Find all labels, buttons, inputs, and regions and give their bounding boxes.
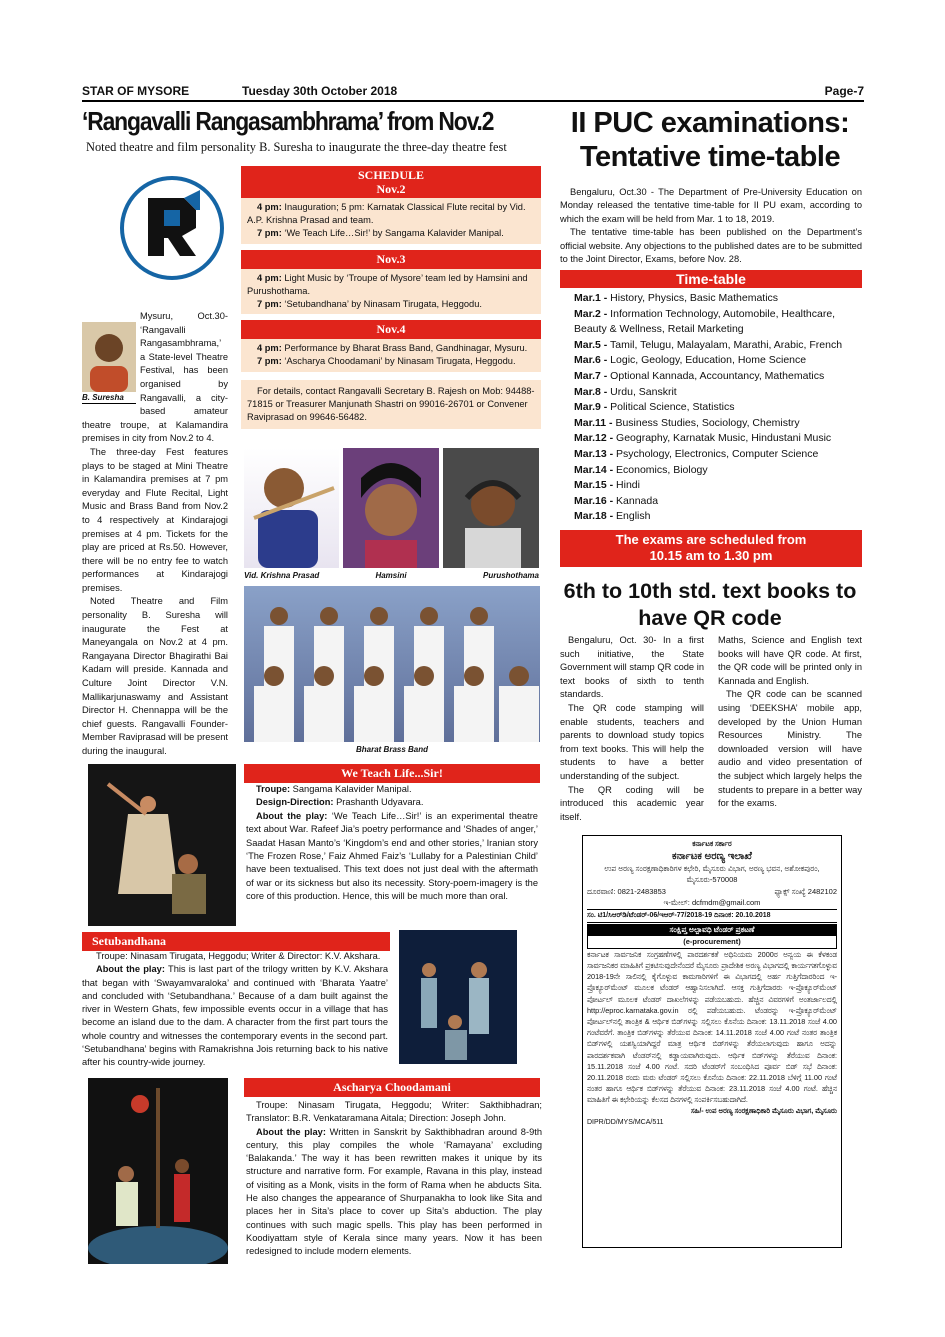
- exam-timing: The exams are scheduled from 10.15 am to 1.30 pm: [560, 530, 862, 567]
- schedule-box: [241, 166, 541, 429]
- rangavalli-body: [82, 310, 228, 759]
- label: Design-Direction:: [256, 797, 334, 808]
- puc-p1: Bengaluru, Oct.30 - The Department of Pre-University Education on Monday released the tentative time-table for II PU exam, according to which the exam will be held from Mar. 1 to 18, 2019.: [560, 187, 862, 224]
- sched-text: Performance by Bharat Brass Band, Gandhinagar, Mysuru.: [281, 343, 528, 354]
- ascharya-credits: Troupe: Ninasam Tirugata, Heggodu; Writer: Sakthibhadran; Translator: B.R. Venkataramana Aitala; Direction: Joseph John.: [246, 1100, 542, 1124]
- setu-body: [82, 950, 388, 1070]
- tt-row: Mar.13 - Psychology, Electronics, Computer Science: [574, 447, 819, 460]
- tt-row: Mar.2 - Information Technology, Automobile, Healthcare, Beauty & Wellness, Retail Marketing: [574, 307, 836, 336]
- label: About the play:: [256, 810, 328, 821]
- portrait-caption: B. Suresha: [82, 393, 124, 402]
- ad-office: ಉಪ ಅರಣ್ಯ ಸಂರಕ್ಷಣಾಧಿಕಾರಿಗಳ ಕಛೇರಿ, ಮೈಸೂರು ವಿಭಾಗ, ಅರಣ್ಯ ಭವನ, ಅಶೋಕಪುರಂ, ಮೈಸೂರು-570008: [604, 863, 820, 885]
- ad-notice-title: ಸಂಕ್ಷಿಪ್ತ ಅಲ್ಪಾವಧಿ ಟೆಂಡರ್ ಪ್ರಕಟಣೆ: [587, 924, 837, 936]
- we-teach-body: [246, 783, 538, 904]
- label: About the play:: [96, 964, 165, 975]
- brass-band-photo: [244, 586, 540, 742]
- puc-headline: II PUC examinations: Tentative time-table: [570, 107, 850, 173]
- rangavalli-subhead: Noted theatre and film personality B. Suresha to inaugurate the three-day theatre fest: [86, 140, 507, 154]
- puc-p2: The tentative time-table has been published on the Department’s official website. Any objections to the published dates are to be submitted to the Joint Director, Exams, before Nov. 28.: [560, 227, 862, 265]
- sched-text: ‘Ascharya Choodamani’ by Ninasam Tirugata, Heggodu.: [281, 356, 516, 367]
- tt-row: Mar.11 - Business Studies, Sociology, Chemistry: [574, 416, 800, 429]
- setubandhana-photo: [399, 930, 517, 1064]
- paper-name: STAR OF MYSORE: [82, 84, 190, 98]
- we-teach-life-photo: [88, 764, 236, 926]
- setu-credits: Troupe: Ninasam Tirugata, Heggodu; Writer & Director: K.V. Akshara.: [96, 951, 381, 961]
- sched-time: 7 pm:: [257, 356, 282, 367]
- rangavalli-body-p3: Noted Theatre and Film personality B. Suresha will inaugurate the Fest at Maneyangala on Nov.2 at 4 pm. Rangayana Director Bhagirathi Bai Kadam will preside. Kannada and Culture Joint Director V.N. Mallikarjunaswamy and Assistant Director H. Chennappa will be the chief guests. Rangavalli Founder-Member Raviprasad will be present during the inaugural.: [82, 596, 228, 756]
- tt-row: Mar.6 - Logic, Geology, Education, Home Science: [574, 354, 807, 367]
- text: Sangama Kalavider Manipal.: [290, 784, 412, 794]
- qr-headline: 6th to 10th std. text books to have QR code: [563, 579, 857, 630]
- schedule-title-bar: [241, 166, 541, 198]
- ascharya-body: [246, 1099, 542, 1259]
- band-caption: Bharat Brass Band: [355, 745, 429, 754]
- tt-row: Mar.14 - Economics, Biology: [574, 463, 708, 476]
- schedule-day-2-date: Nov.3: [241, 250, 541, 269]
- label: About the play:: [256, 1126, 326, 1137]
- schedule-title: SCHEDULE: [357, 168, 425, 182]
- qr-p1: Bengaluru, Oct. 30- In a first such initiative, the State Government will stamp QR code in text books of sixth to tenth standards.: [560, 635, 704, 700]
- purushothama-caption: Purushothama: [482, 571, 539, 580]
- sched-time: 7 pm:: [257, 299, 282, 310]
- ad-eproc: (e-procurement): [587, 935, 837, 949]
- schedule-day-1: [241, 198, 541, 244]
- schedule-contact: For details, contact Rangavalli Secretary B. Rajesh on Mob: 94488-71815 or Treasurer Manjunath Shastri on 99016-26701 or Convener Raviprasad on 99646-56482.: [241, 380, 541, 430]
- label: Troupe:: [256, 784, 291, 794]
- page-number: Page-7: [824, 84, 864, 98]
- issue-date: Tuesday 30th October 2018: [242, 84, 398, 98]
- qr-p3: The QR coding will be introduced this academic year itself.: [560, 784, 704, 822]
- tt-row: Mar.9 - Political Science, Statistics: [574, 401, 735, 414]
- rangavalli-headline: ‘Rangavalli Rangasambhrama’ from Nov.2: [82, 106, 494, 136]
- portrait-float: [82, 310, 140, 406]
- sched-text: Light Music by ‘Troupe of Mysore’ team led by Hamsini and Purushothama.: [247, 272, 528, 296]
- text: Written in Sanskrit by Sakthibhadran around 8-9th century, this play compiles the whole ‘Ramayana’ excluding ‘Balakanda.’ The way it has been rewritten makes it unique by its structure and narrative form. For example, Ravana in this play, instead of visiting as a Monk, visits in the form of Rama when he abducts Sita. He also changes the appearance of Shurpanakha to look like Sita and places her in Sita’s place to cover up Sita’s abduction. The play continues with such magic spells. This play has been performed in Koodiyattam style of Kerala since many years. Now it has been redesigned to include modern elements.: [246, 1126, 542, 1257]
- sched-time: 4 pm:: [257, 343, 282, 354]
- schedule-day-3: [241, 339, 541, 371]
- ad-ref: ಸಂ. ಟಿ1/ಸಿಆರ್‌ಡಿ/ಟೆಂಡರ್-06/ಇಆರ್-77/2018-19 ದಿನಾಂಕ: 20.10.2018: [587, 909, 837, 923]
- ascharya-title: Ascharya Choodamani: [244, 1078, 540, 1097]
- tt-row: Mar.5 - Tamil, Telugu, Malayalam, Marathi, Arabic, French: [574, 338, 843, 351]
- setu-title: Setubandhana: [82, 932, 390, 951]
- sched-time: 4 pm:: [257, 272, 282, 283]
- sched-time: 7 pm:: [257, 228, 282, 239]
- qr-p5: The QR code can be scanned using ‘DEEKSHA’ mobile app, developed by the Union Human Resources Ministry. The downloaded version will have audio and video presentation of the subject which largely helps the students to prepare in a better way for the exams.: [718, 689, 862, 809]
- krishna-caption: Vid. Krishna Prasad: [244, 571, 320, 580]
- schedule-day-2: [241, 269, 541, 315]
- tt-row: Mar.7 - Optional Kannada, Accountancy, Mathematics: [574, 369, 825, 382]
- rangavalli-body-p1: Mysuru, Oct.30- ‘Rangavalli Rangasambhrama,’ a State-level Theatre Festival, has been organised by Rangavalli, a city-based amateur theatre troupe, at Kalamandira premises in city from Nov.2 to 4.: [82, 311, 228, 444]
- we-teach-title: We Teach Life...Sir!: [244, 764, 540, 783]
- schedule-day-3-date: Nov.4: [241, 320, 541, 339]
- rangavalli-logo: [120, 176, 224, 280]
- ad-body: ಕರ್ನಾಟಕ ಸಾರ್ವಜನಿಕ ಸಂಗ್ರಹಣೆಗಳಲ್ಲಿ ಪಾರದರ್ಶಕತೆ ಅಧಿನಿಯಮ 2000ರ ಅನ್ವಯ ಈ ಕೆಳಕಂಡ ಸಾರ್ವಜನಿಕರ ಮಾಹಿತಿಗೆ ಪ್ರಕಟಿಸುವುದೇನೆಂದರೆ ಮೈಸೂರು ಪ್ರಾದೇಶಿಕ ಅರಣ್ಯ ವಿಭಾಗದಲ್ಲಿ ಕಾರ್ಯಗತಗೊಳ್ಳುವ 2018-19ನೇ ಸಾಲಿನಲ್ಲಿ ಕೈಗೊಳ್ಳುವ ಕಾಮಗಾರಿಗಳಿಗೆ ಈ ವಿಭಾಗದಲ್ಲಿ ಅರ್ಹ ಗುತ್ತಿಗೆದಾರರಿಂದ ಇ-ಪ್ರೊಕ್ಯೂರ್‌ಮೆಂಟ್ ಮೂಲಕ ಟೆಂಡರ್ ಆಹ್ವಾನಿಸಲಾಗಿದೆ. ಆಸಕ್ತ ಗುತ್ತಿಗೆದಾರರು ಇ-ಪ್ರೊಕ್ಯೂರ್‌ಮೆಂಟ್ ಪೋರ್ಟಲ್ ಮೂಲಕ ಟೆಂಡರ್ ದಾಖಲೆಗಳನ್ನು ಪಡೆಯಬಹುದು. ಹೆಚ್ಚಿನ ವಿವರಗಳಿಗೆ ಅಂತರ್ಜಾಲದಲ್ಲಿ http://eproc.karnataka.gov.in ರಲ್ಲಿ ಪಡೆಯಬಹುದು. ಟೆಂಡರನ್ನು ಇ-ಪ್ರೊಕ್ಯೂರ್‌ಮೆಂಟ್ ಪೋರ್ಟಲ್‌ನಲ್ಲಿ ತಾಂತ್ರಿಕ & ಆರ್ಥಿಕ ಬಿಡ್‌ಗಳನ್ನು ಸಲ್ಲಿಸಲು ಕೊನೆಯ ದಿನಾಂಕ: 13.11.2018 ಸಂಜೆ 4.00 ಗಂಟೆವರೆಗೆ. ತಾಂತ್ರಿಕ ಬಿಡ್‌ಗಳನ್ನು ತೆರೆಯುವ ದಿನಾಂಕ: 14.11.2018 ಸಂಜೆ 4.00 ಗಂಟೆ ನಂತರ ತಾಂತ್ರಿಕ ಬಿಡ್‌ಗಳಲ್ಲಿ ಯಶಸ್ವಿಯಾಗಿದ್ದರೆ ಮಾತ್ರ ಆರ್ಥಿಕ ಬಿಡ್‌ಗಳನ್ನು ತೆರೆಯಲಾಗುವುದು ಹಾಗೂ ಅದನ್ನು ಪಾರದರ್ಶಕವಾಗಿ ಟೆಂಡರ್‌ನಲ್ಲಿ ಕಡ್ಡಾಯವಾಗಿರುವುದು. ಆರ್ಥಿಕ ಬಿಡ್‌ಗಳನ್ನು ತೆರೆಯುವ ದಿನಾಂಕ: 15.11.2018 ಸಂಜೆ 4.00 ಗಂಟೆ. ಸದರಿ ಟೆಂಡರ್‌ಗೆ ಸಂಬಂಧಿಸಿದ ಪೂರ್ವ ಬಿಡ್ ಸಭೆ ದಿನಾಂಕ: 20.11.2018 ರಂದು ಮರು ಟೆಂಡರ್ ಸಲ್ಲಿಸಲು ಕೊನೆಯ ದಿನಾಂಕ: 22.11.2018 ಬೆಳಿಗ್ಗೆ 11.00 ಗಂಟೆ ನಂತರ ಹಾಗೂ ಆರ್ಥಿಕ ಬಿಡ್‌ಗಳನ್ನು ತೆರೆಯುವ ದಿನಾಂಕ: 23.11.2018 ಸಂಜೆ 4.00 ಗಂಟೆ. ಹೆಚ್ಚಿನ ಮಾಹಿತಿಗೆ ಈ ಕಛೇರಿಯನ್ನು ಕೆಲಸದ ದಿನಗಳಲ್ಲಿ ಸಂಪರ್ಕಿಸಬಹುದಾಗಿದೆ.: [587, 949, 837, 1105]
- rangavalli-body-p2: The three-day Fest features plays to be staged at Mini Theatre in Kalamandira premises at 7 pm everyday and Flute Recital, Light Music and Brass Band from Nov.2 to 4 respectively at Kindarajogi premises at 4 pm. Tickets for the play are priced at Rs.50. However, there will be no entry fee to watch performances at Kindarajogi premises.: [82, 446, 228, 593]
- ad-gov: ಕರ್ನಾಟಕ ಸರ್ಕಾರ: [692, 841, 732, 848]
- ad-code: DIPR/DD/MYS/MCA/511: [587, 1117, 837, 1129]
- ad-sign: ಸಹಿ/- ಉಪ ಅರಣ್ಯ ಸಂರಕ್ಷಣಾಧಿಕಾರಿ ಮೈಸೂರು ವಿಭಾಗ, ಮೈಸೂರು: [690, 1107, 837, 1115]
- qr-col-2: [718, 634, 862, 811]
- sched-text: ‘Setubandhana’ by Ninasam Tirugata, Heggodu.: [281, 299, 482, 310]
- krishna-photo: [244, 448, 339, 568]
- tt-row: Mar.18 - English: [574, 510, 651, 523]
- ascharya-photo: [88, 1078, 228, 1264]
- sched-time: 4 pm:: [257, 202, 282, 212]
- rangavalli-logo-mark: [124, 180, 220, 276]
- ad-fax: ಫ್ಯಾಕ್ಸ್ ಸಂಖ್ಯೆ 2482102: [774, 886, 837, 896]
- ad-contacts: [587, 886, 837, 898]
- timetable-title: Time-table: [560, 270, 862, 288]
- qr-col-1: [560, 634, 704, 824]
- purushothama-photo: [443, 448, 539, 568]
- ad-dept: ಕರ್ನಾಟಕ ಅರಣ್ಯ ಇಲಾಖೆ: [672, 850, 752, 862]
- masthead: [82, 82, 864, 102]
- text: ‘We Teach Life…Sir!’ is an experimental theatre text about War. Rafeef Jia’s poetry performance and ‘Shades of anger,’ Saadat Hasan Manto’s ‘Kingdom’s end and other stories,’ Iranian story ‘The Frozen Rose,’ Faiz Ahmed Faiz’s ‘Lullaby for a Palestinian Child’ have been textualised. This text does not just deal with the aftermath of war or its sickness but also its necessity. Story-poem-imagery is the core of this production. Hence, this will be much more than oral.: [246, 810, 538, 902]
- schedule-day-1-date: Nov.2: [376, 182, 406, 196]
- hamsini-photo: [343, 448, 439, 568]
- text: This is last part of the trilogy written by K.V. Akshara that began with ‘Swayamvaraloka’ and continued with ‘Bharata Yaatre’ and concluded with ‘Setubandhana.’ Because of a dam built against the river in Western Ghats, few impossible events occur in a village that has become an island due to the dam. A character from the first part tours the whole country and witnesses the contemporary events in the second part. ‘Setubandhana’ begins with Ramakrishna Jois returning back to his native after his country-wide journey.: [82, 964, 388, 1068]
- tt-row: Mar.16 - Kannada: [574, 494, 659, 507]
- puc-intro: [560, 186, 862, 266]
- sched-text: Inauguration; 5 pm: Karnatak Classical Flute recital by Vid. A.P. Krishna Prasad and team.: [247, 202, 526, 226]
- hamsini-caption: Hamsini: [375, 571, 407, 580]
- qr-p2: The QR code stamping will enable students, teachers and parents to download study topics from text books. This will help the students to have a better understanding of the subject.: [560, 702, 704, 781]
- ad-email: ಇ-ಮೇಲ್: dcfmdm@gmail.com: [663, 898, 761, 908]
- ad-phone: ದೂರವಾಣಿ: 0821-2483853: [587, 886, 666, 896]
- tt-row: Mar.15 - Hindi: [574, 479, 640, 492]
- qr-p4: Maths, Science and English text books will have QR code. At first, the QR code will be printed only in Kannada and English.: [718, 635, 862, 686]
- timetable-list: [574, 291, 864, 525]
- tt-row: Mar.1 - History, Physics, Basic Mathematics: [574, 292, 779, 304]
- sched-text: ‘We Teach Life…Sir!’ by Sangama Kalavider Manipal.: [281, 228, 504, 239]
- tt-row: Mar.8 - Urdu, Sanskrit: [574, 385, 677, 398]
- tender-ad: [582, 835, 842, 1248]
- text: Prashanth Udyavara.: [333, 797, 424, 808]
- tt-row: Mar.12 - Geography, Karnatak Music, Hindustani Music: [574, 432, 832, 445]
